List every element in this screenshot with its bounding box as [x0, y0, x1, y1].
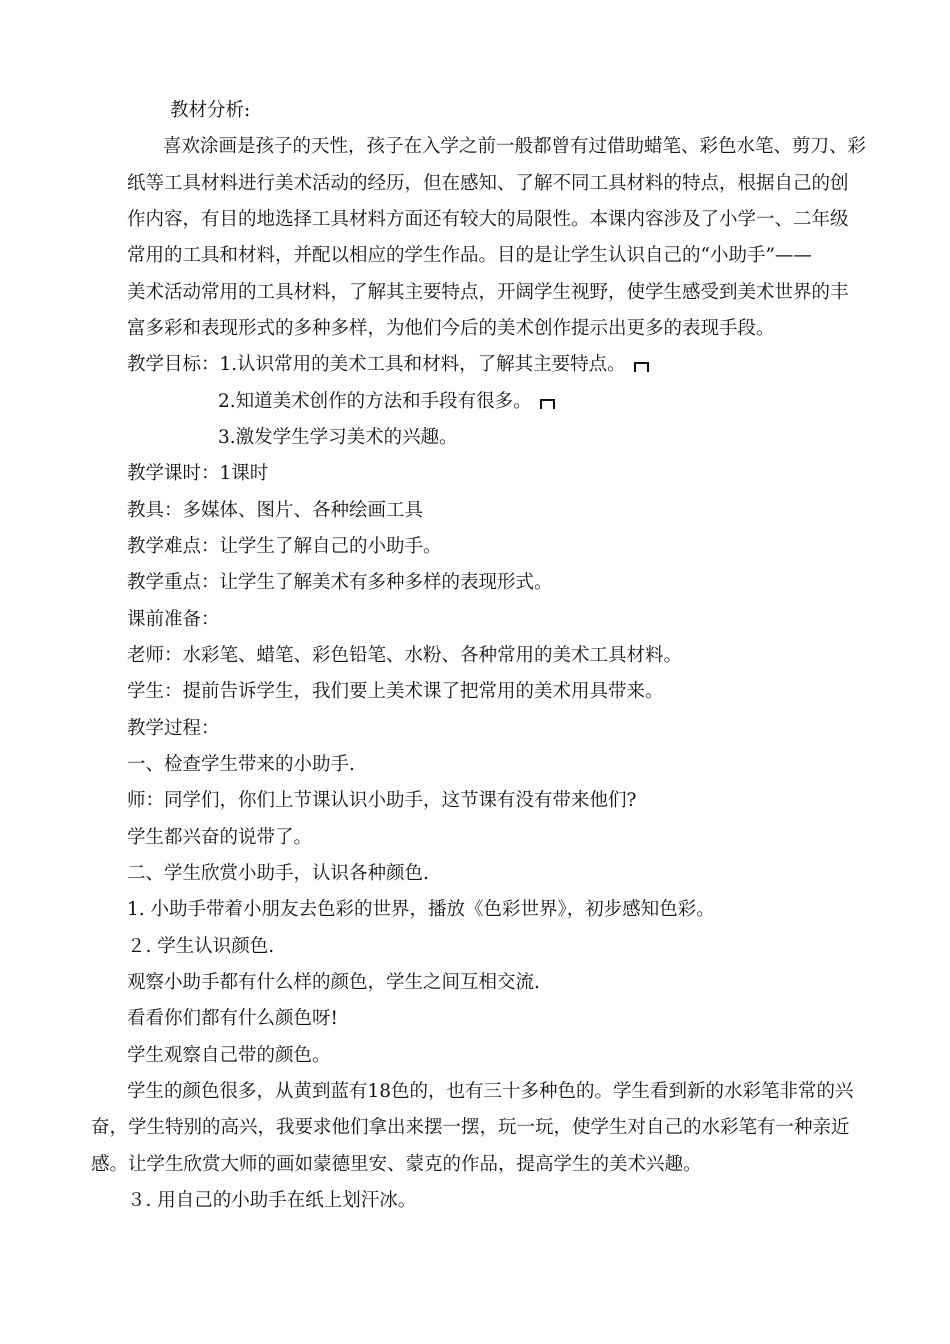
teaching-difficulty: 教学难点：让学生了解自己的小助手。	[127, 536, 442, 557]
ask-colors: 看看你们都有什么颜色呀!	[127, 1008, 338, 1029]
teaching-goal-1-text: 教学目标：1.认识常用的美术工具和材料，了解其主要特点。	[127, 354, 626, 375]
paragraph-line: 美术活动常用的工具材料，了解其主要特点，开阔学生视野，使学生感受到美术世界的丰	[127, 282, 849, 303]
class-hours: 教学课时：1课时	[127, 463, 269, 484]
teaching-aids: 教具：多媒体、图片、各种绘画工具	[127, 500, 424, 521]
step-two-item-2: ２. 学生认识颜色.	[127, 936, 275, 957]
paragraph-line: 学生的颜色很多，从黄到蓝有18色的，也有三十多种色的。学生看到新的水彩笔非常的兴	[127, 1081, 854, 1102]
teaching-goal-3: 3.激发学生学习美术的兴趣。	[218, 427, 458, 448]
paragraph-line: 感。让学生欣赏大师的画如蒙德里安、蒙克的作品，提高学生的美术兴趣。	[91, 1154, 702, 1175]
process-heading: 教学过程：	[127, 718, 220, 739]
paragraph-line: 作内容，有目的地选择工具材料方面还有较大的局限性。本课内容涉及了小学一、二年级	[127, 209, 849, 230]
edit-marker-icon	[540, 399, 555, 409]
teaching-focus: 教学重点：让学生了解美术有多种多样的表现形式。	[127, 572, 553, 593]
preparation-heading: 课前准备：	[127, 609, 220, 630]
paragraph-line: 喜欢涂画是孩子的天性，孩子在入学之前一般都曾有过借助蜡笔、彩色水笔、剪刀、彩	[163, 136, 867, 157]
teaching-goal-2-text: 2.知道美术创作的方法和手段有很多。	[218, 391, 532, 412]
observe-colors: 观察小助手都有什么样的颜色，学生之间互相交流.	[127, 972, 540, 993]
student-preparation: 学生：提前告诉学生，我们要上美术课了把常用的美术用具带来。	[127, 681, 664, 702]
paragraph-line: 富多彩和表现形式的多种多样，为他们今后的美术创作提示出更多的表现手段。	[127, 318, 775, 339]
students-observe: 学生观察自己带的颜色。	[127, 1045, 331, 1066]
teacher-question: 师：同学们，你们上节课认识小助手，这节课有没有带来他们?	[127, 790, 637, 811]
teaching-goal-1	[127, 353, 649, 377]
step-one-heading: 一、检查学生带来的小助手.	[127, 754, 355, 775]
step-two-heading: 二、学生欣赏小助手，认识各种颜色.	[127, 863, 429, 884]
edit-marker-icon	[634, 362, 649, 372]
teacher-preparation: 老师：水彩笔、蜡笔、彩色铅笔、水粉、各种常用的美术工具材料。	[127, 645, 683, 666]
paragraph-line: 纸等工具材料进行美术活动的经历，但在感知、了解不同工具材料的特点，根据自己的创	[127, 173, 849, 194]
paragraph-line: 常用的工具和材料，并配以相应的学生作品。目的是让学生认识自己的“小助手”——	[127, 245, 812, 266]
teaching-goal-2	[218, 390, 555, 414]
step-two-item-3: ３. 用自己的小助手在纸上划汗冰。	[127, 1190, 417, 1211]
paragraph-line: 奋，学生特别的高兴，我要求他们拿出来摆一摆，玩一玩，使学生对自己的水彩笔有一种亲近	[91, 1117, 850, 1138]
step-two-item-1: 1. 小助手带着小朋友去色彩的世界，播放《色彩世界》，初步感知色彩。	[127, 899, 715, 920]
student-response: 学生都兴奋的说带了。	[127, 827, 313, 848]
heading-textbook-analysis: 教材分析:	[170, 100, 251, 121]
